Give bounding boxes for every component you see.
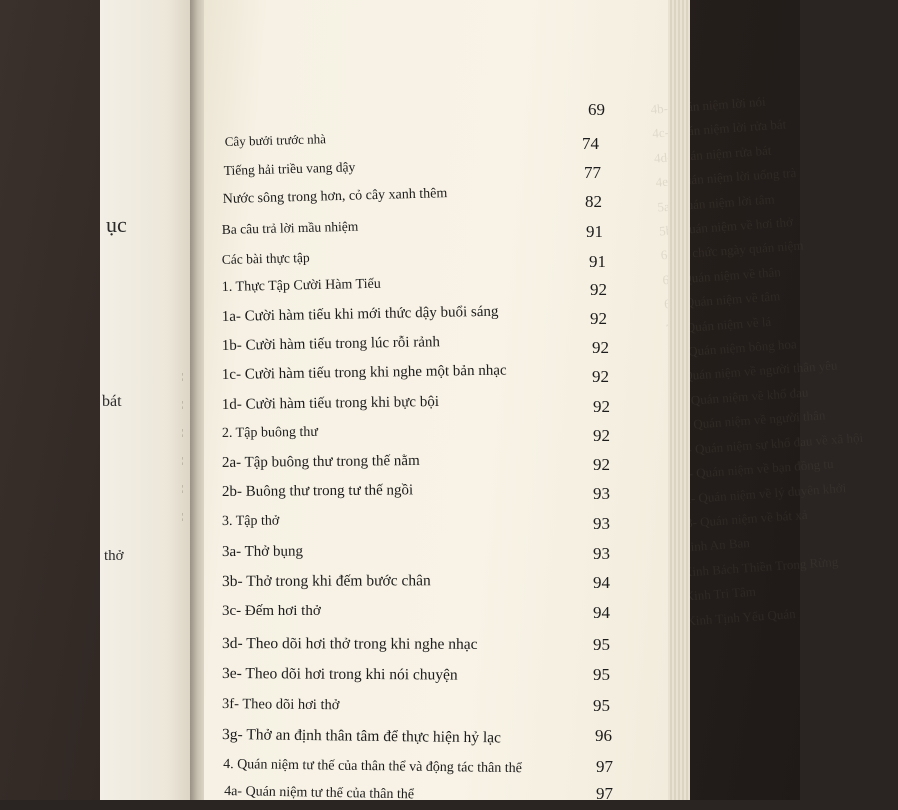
right-page — [204, 0, 864, 803]
toc-entry-title: 3e- Theo dõi hơi trong khi nói chuyện — [222, 665, 458, 684]
left-page-fragment: bát — [102, 393, 122, 410]
toc-page-number: 74 — [582, 134, 599, 153]
toc-entry-title: 3b- Thở trong khi đếm bước chân — [221, 572, 431, 590]
toc-page-number: 77 — [584, 163, 601, 182]
toc-entry — [204, 100, 670, 126]
toc-page-number: 94 — [593, 573, 610, 592]
toc-entry — [204, 362, 670, 393]
left-page-fragment: ục — [106, 212, 127, 237]
toc-entry-title: Tiếng hải triều vang dậy — [223, 159, 356, 179]
toc-entry-title: Cây bưởi trước nhà — [224, 131, 327, 150]
toc-page-number: 94 — [593, 603, 610, 622]
toc-entry — [204, 452, 670, 481]
ghost-line: thân yêu — [792, 357, 838, 376]
toc-page-number: 93 — [593, 514, 610, 533]
toc-entry-title: 4a- Quán niệm tư thế của thân thể — [224, 784, 415, 803]
toc-entry-title: Ba câu trả lời mầu nhiệm — [221, 218, 359, 238]
toc-entry-title: Các bài thực tập — [221, 250, 310, 268]
page-edges — [668, 0, 690, 800]
toc-entry — [204, 426, 670, 452]
toc-entry — [204, 544, 670, 570]
toc-page-number: 91 — [586, 222, 603, 241]
ghost-line: Rừng — [809, 553, 839, 571]
toc-entry-title: 3g- Thở an định thân tâm để thực hiện hỷ lạc — [222, 726, 502, 747]
toc-page-number: 69 — [588, 100, 605, 119]
toc-entry-title: 3. Tập thở — [221, 513, 280, 529]
toc-entry-title: 1d- Cười hàm tiếu trong khi bực bội — [221, 393, 440, 414]
toc-page-number: 92 — [592, 367, 609, 386]
toc-entry — [204, 726, 670, 752]
toc-entry — [204, 573, 670, 599]
toc-entry-title: 1b- Cười hàm tiếu trong lúc rỗi rảnh — [221, 334, 441, 355]
left-page-fragment: thở — [104, 548, 124, 564]
toc-entry-title: 3f- Theo dõi hơi thở — [222, 696, 340, 714]
toc-page-number: 92 — [593, 455, 610, 474]
toc-entry — [204, 484, 670, 510]
ghost-line: 6- — [660, 247, 673, 263]
toc-entry — [204, 131, 670, 160]
toc-page-number: 95 — [593, 665, 610, 684]
toc-entry-title: 1. Thực Tập Cười Hàm Tiếu — [221, 276, 381, 296]
toc-page-number: 92 — [590, 309, 607, 328]
ghost-line: đau về xã hội — [792, 429, 864, 450]
toc-page-number: 92 — [592, 338, 609, 357]
toc-page-number: 97 — [596, 757, 613, 776]
toc-page-number: 93 — [593, 484, 610, 503]
toc-page-number: 82 — [585, 192, 602, 211]
toc-entry — [204, 334, 670, 364]
toc-entry-title: 3a- Thở bụng — [221, 543, 303, 560]
toc-page-number: 92 — [590, 280, 607, 299]
bleed-mark: ¦ — [182, 400, 184, 409]
toc-page-number: 93 — [593, 544, 610, 563]
bleed-mark: ¦ — [182, 512, 184, 521]
toc-entry — [204, 303, 670, 335]
toc-entry — [204, 276, 670, 306]
toc-entry-title: 4. Quán niệm tư thế của thân thể và động tác thân thể — [223, 757, 522, 777]
toc-entry-title: 2b- Buông thư trong tư thế ngồi — [221, 482, 414, 501]
ghost-line: duyên khởi — [787, 479, 847, 499]
toc-entry — [204, 784, 670, 810]
ghost-line: xả — [794, 506, 808, 523]
toc-page-number: 95 — [593, 696, 610, 715]
toc-entry — [204, 696, 670, 722]
toc-page-number: 92 — [593, 397, 610, 416]
toc-entry-title: Nước sông trong hơn, cỏ cây xanh thêm — [222, 186, 448, 208]
toc-page-number: 92 — [593, 426, 610, 445]
toc-entry-title: 3c- Đếm hơi thở — [222, 603, 321, 619]
toc-entry — [204, 665, 670, 691]
ghost-line: thân — [802, 407, 826, 425]
left-page — [100, 0, 196, 800]
toc-entry — [204, 635, 670, 661]
toc-entry-title: 3d- Theo dõi hơi thở trong khi nghe nhạc — [222, 635, 478, 653]
toc-entry — [204, 757, 670, 783]
toc-entry — [204, 218, 670, 248]
toc-entry-title: 1a- Cười hàm tiếu khi mới thức dậy buổi sáng — [221, 303, 499, 326]
toc-page-number: 97 — [596, 784, 613, 803]
toc-entry — [204, 393, 670, 423]
toc-page-number: 91 — [589, 252, 606, 271]
toc-entry — [204, 186, 670, 218]
toc-entry — [204, 252, 670, 278]
toc-page-number: 95 — [593, 635, 610, 654]
bleed-mark: ¦ — [182, 428, 184, 437]
toc-page-number: 96 — [595, 726, 612, 745]
toc-entry — [204, 514, 670, 540]
ghost-line: đồng tu — [793, 456, 834, 474]
toc-entry-title: 1c- Cười hàm tiếu trong khi nghe một bản nhạc — [221, 362, 507, 384]
toc-entry — [204, 603, 670, 629]
bleed-mark: ¦ — [182, 484, 184, 493]
bleed-mark: ¦ — [182, 372, 184, 381]
toc-entry-title: 2a- Tập buông thư trong thế nằm — [221, 452, 420, 472]
toc-entry — [204, 159, 670, 189]
toc-entry-title: 2. Tập buông thư — [221, 424, 318, 442]
bleed-mark: ¦ — [182, 456, 184, 465]
